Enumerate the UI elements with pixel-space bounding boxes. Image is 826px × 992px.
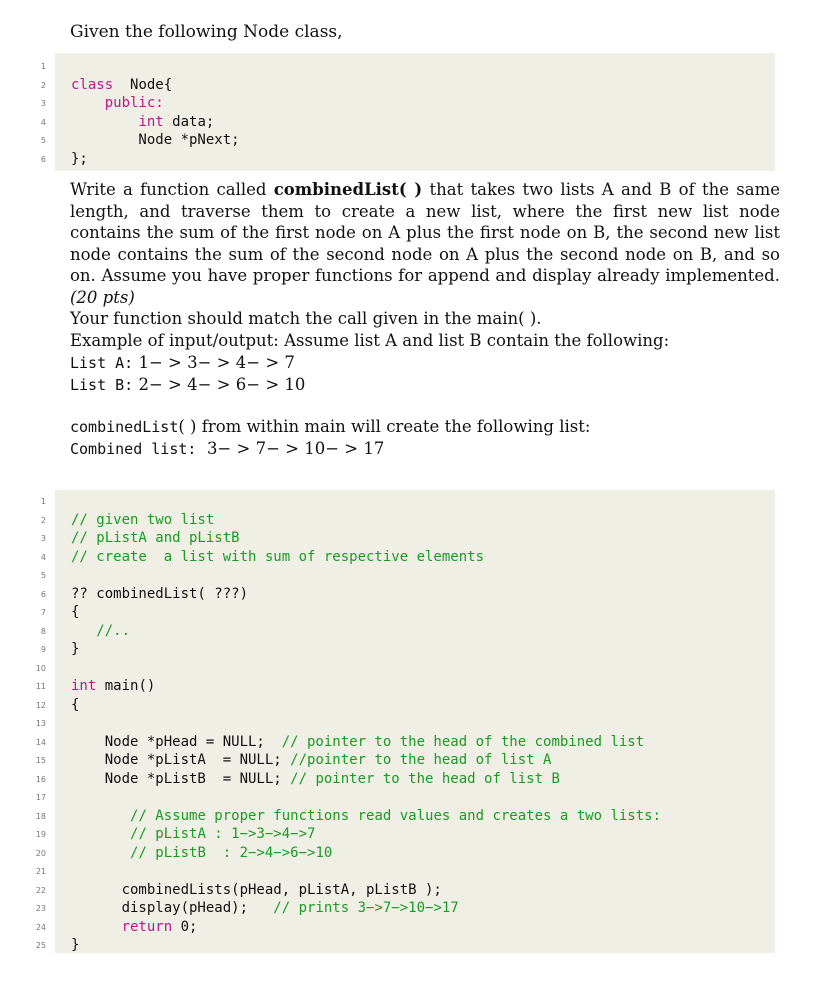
code-token bbox=[71, 95, 105, 111]
code-comment: // given two list bbox=[71, 511, 215, 528]
task-post: that takes two lists A and B of the same length, and traverse them to create a new list, where the first new list node contains the sum of the first node on A plus the first node on B, the second new list node contains the sum of the second node on A plus the second node on B, and so on. Assume you have proper functions for append and display already implemented. bbox=[70, 180, 780, 285]
code-token: } bbox=[71, 937, 80, 953]
combined-example bbox=[70, 439, 384, 458]
code-token bbox=[71, 919, 122, 935]
line-number: 5 bbox=[40, 571, 46, 580]
code-keyword: return bbox=[121, 918, 173, 935]
code-token: display(pHead); bbox=[71, 900, 274, 916]
code-line bbox=[71, 586, 248, 604]
code-comment: // create a list with sum of respective elements bbox=[71, 548, 485, 565]
code-line bbox=[71, 771, 560, 789]
code-token: Node *pListA = NULL; bbox=[71, 752, 291, 768]
line-number: 3 bbox=[40, 99, 46, 109]
code-token: }; bbox=[71, 151, 88, 167]
line-number: 11 bbox=[35, 682, 46, 691]
code-token bbox=[71, 114, 138, 130]
line-number: 18 bbox=[35, 811, 46, 821]
line-number: 19 bbox=[35, 830, 46, 839]
code-comment: // prints 3−>7−>10−>17 bbox=[273, 900, 459, 916]
points: (20 pts) bbox=[70, 287, 135, 307]
code-token bbox=[71, 808, 130, 824]
line-number: 16 bbox=[35, 774, 46, 784]
line-number: 2 bbox=[40, 515, 46, 525]
code-token bbox=[71, 845, 130, 861]
code-line bbox=[71, 882, 442, 900]
combined-values: 3− > 7− > 10− > 17 bbox=[206, 439, 385, 458]
code-line bbox=[71, 734, 644, 752]
code-line bbox=[71, 604, 79, 622]
line-number: 9 bbox=[40, 645, 46, 654]
example-intro: Example of input/output: Assume list A and list B contain the following: bbox=[70, 331, 670, 350]
line-number: 4 bbox=[40, 552, 46, 562]
combined-label: Combined list: bbox=[70, 440, 197, 458]
code-comment: // pListB : 2−>4−>6−>10 bbox=[130, 844, 333, 861]
line-number: 1 bbox=[40, 497, 46, 506]
line-number: 2 bbox=[40, 80, 46, 90]
calling-line bbox=[70, 417, 590, 436]
code-line bbox=[71, 900, 459, 918]
code-comment: // pListA and pListB bbox=[71, 530, 240, 546]
code-token: Node{ bbox=[113, 76, 173, 93]
code-comment: // Assume proper functions read values and creates a two lists: bbox=[130, 807, 662, 824]
list-a-values: 1− > 3− > 4− > 7 bbox=[138, 353, 295, 372]
code-line bbox=[71, 530, 240, 548]
line-number: 14 bbox=[35, 737, 46, 747]
code-line bbox=[71, 95, 164, 113]
node-class-code-block bbox=[40, 53, 775, 171]
code-token: ?? combinedList( ???) bbox=[71, 585, 249, 602]
code-keyword: int bbox=[71, 678, 97, 694]
line-number: 3 bbox=[40, 534, 46, 543]
code-comment: //.. bbox=[96, 622, 131, 639]
line-number: 5 bbox=[40, 136, 46, 146]
code-token: 0; bbox=[172, 918, 198, 935]
calling-code: combinedList bbox=[70, 418, 179, 436]
line-number: 1 bbox=[40, 62, 46, 71]
line-number: 24 bbox=[35, 922, 46, 932]
line-number: 22 bbox=[35, 885, 46, 895]
code-token: Node *pListB = NULL; bbox=[71, 770, 291, 787]
line-number: 15 bbox=[35, 756, 46, 765]
code-token bbox=[71, 826, 130, 842]
list-a-label: List A: bbox=[70, 354, 134, 372]
function-name: combinedList( ) bbox=[273, 180, 423, 199]
main-code-block bbox=[35, 490, 775, 953]
code-keyword: public: bbox=[104, 95, 164, 112]
calling-text: ( ) from within main will create the following list: bbox=[178, 417, 591, 436]
code-keyword: int bbox=[138, 113, 164, 130]
code-line bbox=[71, 845, 332, 863]
code-line bbox=[71, 151, 88, 169]
match-instruction: Your function should match the call given in the main( ). bbox=[70, 309, 542, 328]
code-line bbox=[71, 919, 197, 937]
code-keyword: class bbox=[71, 76, 114, 93]
code-line bbox=[71, 641, 79, 659]
code-comment: // pointer to the head of the combined list bbox=[281, 733, 645, 750]
line-number: 17 bbox=[35, 793, 46, 802]
code-token: main() bbox=[96, 678, 156, 694]
code-token: combinedLists(pHead, pListA, pListB ); bbox=[71, 881, 442, 898]
line-number: 6 bbox=[40, 155, 46, 164]
line-number: 13 bbox=[35, 719, 46, 728]
line-number: 12 bbox=[35, 700, 46, 710]
code-line bbox=[71, 623, 130, 641]
code-token: Node *pNext; bbox=[71, 132, 240, 149]
code-line bbox=[71, 114, 214, 132]
line-number: 23 bbox=[35, 904, 46, 913]
list-b-example bbox=[70, 375, 305, 394]
code-comment: //pointer to the head of list A bbox=[290, 752, 552, 768]
intro-text: Given the following Node class, bbox=[70, 22, 343, 42]
line-number: 25 bbox=[35, 941, 46, 950]
code-token: { bbox=[71, 604, 80, 620]
code-comment: // pListA : 1−>3−>4−>7 bbox=[130, 826, 316, 842]
list-b-label: List B: bbox=[70, 376, 134, 394]
code-line bbox=[71, 549, 484, 567]
code-line bbox=[71, 77, 172, 95]
code-line bbox=[71, 808, 661, 826]
line-number: 4 bbox=[40, 117, 46, 127]
code-token: Node *pHead = NULL; bbox=[71, 733, 282, 750]
code-token: } bbox=[71, 641, 80, 657]
list-a-example bbox=[70, 353, 295, 372]
line-number: 7 bbox=[40, 608, 46, 617]
code-line bbox=[71, 678, 155, 696]
line-number: 8 bbox=[40, 626, 46, 636]
list-b-values: 2− > 4− > 6− > 10 bbox=[138, 375, 306, 394]
code-line bbox=[71, 132, 240, 150]
code-line bbox=[71, 937, 79, 955]
task-description bbox=[70, 179, 780, 308]
code-line bbox=[71, 826, 315, 844]
code-token: data; bbox=[163, 113, 215, 130]
code-line bbox=[71, 752, 551, 770]
line-number: 21 bbox=[35, 867, 46, 876]
code-token bbox=[71, 623, 96, 639]
line-number: 20 bbox=[35, 848, 46, 858]
task-pre: Write a function called bbox=[70, 180, 274, 199]
line-number: 6 bbox=[40, 589, 46, 599]
code-token: { bbox=[71, 696, 80, 713]
code-line bbox=[71, 697, 79, 715]
code-comment: // pointer to the head of list B bbox=[290, 770, 560, 787]
line-number: 10 bbox=[35, 663, 46, 673]
code-line bbox=[71, 512, 214, 530]
